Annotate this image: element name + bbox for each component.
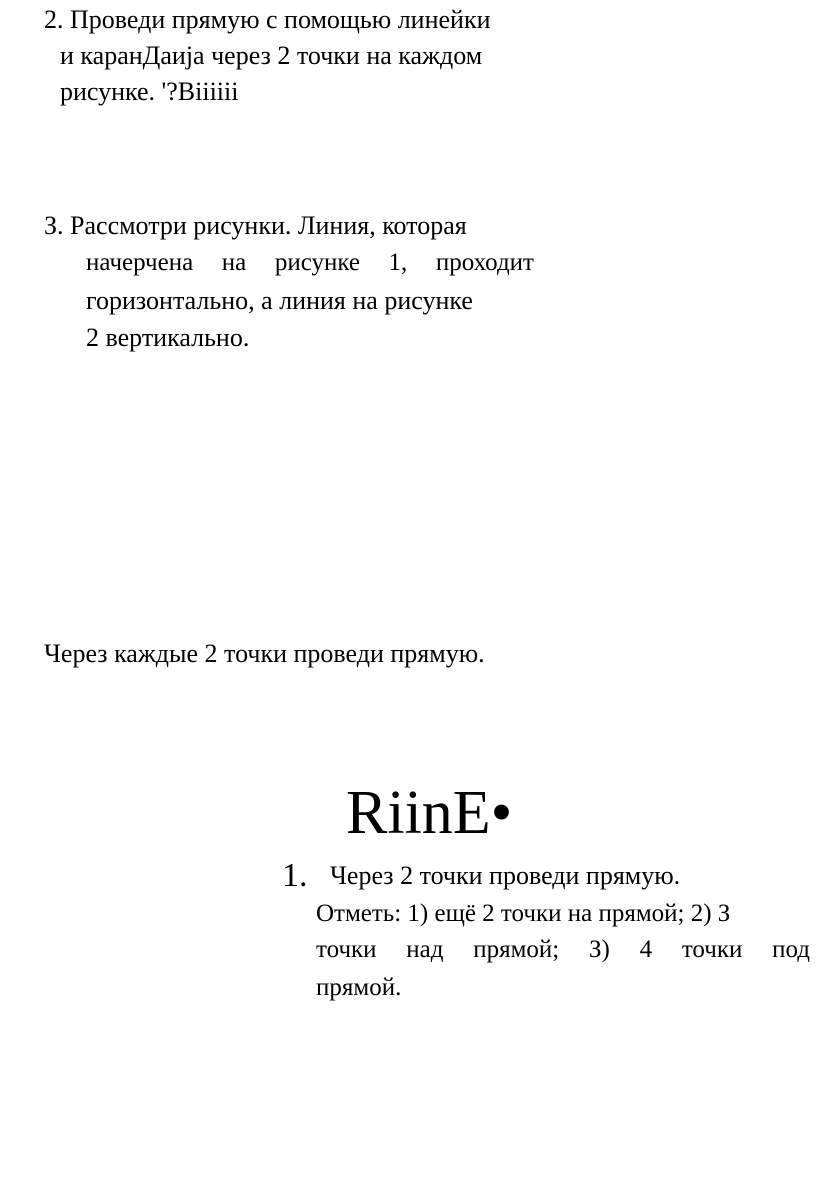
item-1-title: Через 2 точки проведи прямую. bbox=[330, 861, 681, 890]
task-2-line-2: и каранДаија через 2 точки на каждом bbox=[60, 41, 483, 70]
item-1-number: 1. bbox=[282, 857, 308, 894]
item-1-line-1: Отметь: 1) ещё 2 точки на прямой; 2) З bbox=[316, 900, 731, 927]
task-3-line-4: 2 вертикально. bbox=[86, 323, 250, 352]
section-heading: RiinE• bbox=[346, 779, 513, 847]
task-3-line-2: начерчена на рисунке 1, проходит bbox=[86, 249, 534, 276]
task-3-line-3: горизонтально, а линия на рисунке bbox=[86, 286, 473, 315]
item-1-line-3: прямой. bbox=[316, 974, 402, 1001]
instruction-text: Через каждые 2 точки проведи прямую. bbox=[44, 639, 485, 668]
task-2-line-1: 2. Проведи прямую с помощью линейки bbox=[44, 5, 491, 34]
item-1-line-2: точки над прямой; З) 4 точки под bbox=[316, 936, 810, 963]
task-3-line-1: З. Рассмотри рисунки. Линия, которая bbox=[44, 211, 467, 240]
task-2-line-3: рисунке. '?Biiiiii bbox=[60, 77, 239, 106]
